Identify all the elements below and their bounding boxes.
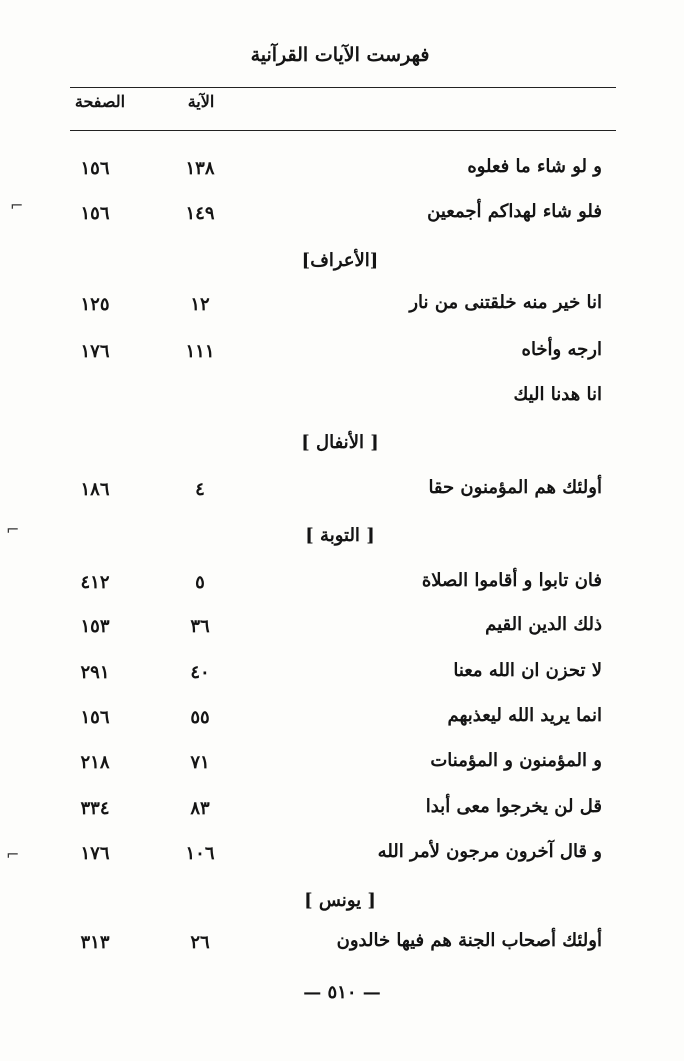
- table-row: [0, 339, 684, 375]
- surah-heading-yunus: [ يونس ]: [304, 890, 376, 911]
- margin-mark: ⌐: [10, 196, 24, 215]
- page-number: ١٥٦: [80, 203, 110, 224]
- page-number: ١٥٣: [80, 616, 110, 637]
- verse-text: فان تابوا و أقاموا الصلاة: [421, 570, 602, 591]
- table-row: [0, 292, 684, 328]
- verse-text: أولئك أصحاب الجنة هم فيها خالدون: [336, 930, 602, 951]
- column-header-ayah: الآية: [187, 92, 215, 111]
- verse-text: انما يريد الله ليعذبهم: [447, 705, 602, 726]
- page-number: ٣٣٤: [80, 798, 110, 819]
- ayah-number: ٤: [195, 479, 205, 500]
- ayah-number: ٥٥: [190, 707, 210, 728]
- ayah-number: ٥: [195, 572, 205, 593]
- table-row: [0, 930, 684, 966]
- verse-text: و قال آخرون مرجون لأمر الله: [377, 841, 602, 862]
- ayah-number: ١٤٩: [185, 203, 215, 224]
- ayah-number: ١٠٦: [185, 843, 215, 864]
- header-rule-bottom: [70, 130, 616, 131]
- page-number: ١٢٥: [80, 294, 110, 315]
- ayah-number: ١٣٨: [185, 158, 215, 179]
- table-row: [0, 570, 684, 606]
- table-row: [0, 477, 684, 513]
- verse-text: ذلك الدين القيم: [485, 614, 602, 635]
- page-number: ١٥٦: [80, 707, 110, 728]
- table-row: [0, 156, 684, 192]
- header-rule-top: [70, 87, 616, 88]
- ayah-number: ٨٣: [190, 798, 210, 819]
- ayah-number: ٤٠: [190, 662, 210, 683]
- page-number: ٢٩١: [80, 662, 110, 683]
- surah-heading-tawba: [ التوبة ]: [305, 525, 375, 546]
- page-number: ١٨٦: [80, 479, 110, 500]
- table-row: [0, 660, 684, 696]
- ayah-number: ١٢: [190, 294, 210, 315]
- verse-text: و المؤمنون و المؤمنات: [430, 750, 602, 771]
- verse-text: قل لن يخرجوا معى أبدا: [425, 796, 602, 817]
- table-row: [0, 750, 684, 786]
- column-header-page: الصفحة: [74, 92, 126, 111]
- table-row: [0, 201, 684, 237]
- table-row: [0, 796, 684, 832]
- verse-text: ارجه وأخاه: [521, 339, 602, 360]
- table-row: [0, 614, 684, 650]
- table-row: [0, 705, 684, 741]
- margin-mark: ⌐: [6, 520, 20, 539]
- ayah-number: ٣٦: [190, 616, 210, 637]
- verse-text: انا هدنا اليك: [513, 384, 602, 405]
- margin-mark: ⌐: [6, 845, 20, 864]
- page-number: ١٧٦: [80, 341, 110, 362]
- verse-text: انا خير منه خلقتنى من نار: [409, 292, 602, 313]
- ayah-number: ١١١: [185, 341, 215, 362]
- page-number: ١٧٦: [80, 843, 110, 864]
- ayah-number: ٧١: [190, 752, 210, 773]
- page-number: ١٥٦: [80, 158, 110, 179]
- page-number: ٣١٣: [80, 932, 110, 953]
- table-row: [0, 841, 684, 877]
- page-number-footer: — ٥١٠ —: [303, 982, 381, 1003]
- verse-text: و لو شاء ما فعلوه: [467, 156, 602, 177]
- verse-text: فلو شاء لهداكم أجمعين: [427, 201, 602, 222]
- surah-heading-araf: [الأعراف]: [301, 250, 379, 271]
- verse-text: أولئك هم المؤمنون حقا: [428, 477, 602, 498]
- table-row: [0, 384, 684, 420]
- page-number: ٤١٢: [80, 572, 110, 593]
- page-number: ٢١٨: [80, 752, 110, 773]
- verse-text: لا تحزن ان الله معنا: [453, 660, 602, 681]
- ayah-number: ٢٦: [190, 932, 210, 953]
- surah-heading-anfal: [ الأنفال ]: [301, 432, 379, 453]
- page-title: فهرست الآيات القرآنية: [250, 44, 430, 66]
